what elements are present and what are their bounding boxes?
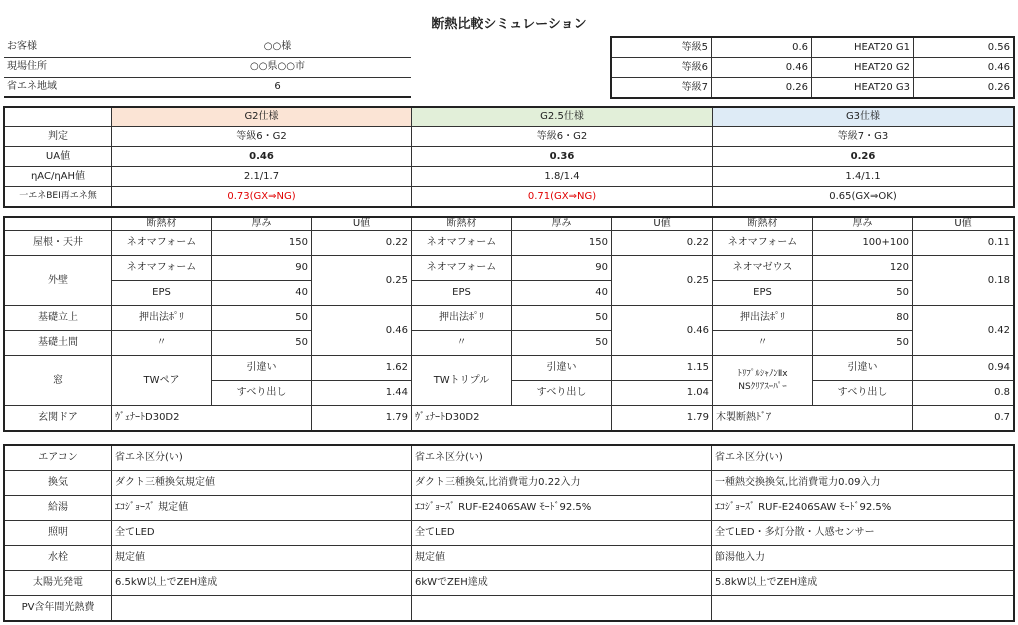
row-label-judge: 判定 (5, 127, 112, 147)
door-model: ｳﾞｪﾅｰﾄD30D2 (412, 406, 612, 431)
foundation-thickness-2: 50 (813, 331, 913, 356)
foundation-u: 0.42 (913, 306, 1014, 356)
window-material: TWペア (112, 356, 212, 406)
window-casement-u: 1.44 (312, 381, 412, 406)
grade-value: 0.46 (712, 58, 812, 78)
wall-u: 0.18 (913, 256, 1014, 306)
bei-g3: 0.65(GX⇒OK) (713, 187, 1014, 207)
region-value: 6 (144, 77, 411, 97)
roof-thickness: 150 (212, 231, 312, 256)
row-label-door: 玄関ドア (5, 406, 112, 431)
col-material: 断熱材 (713, 218, 813, 231)
wall-thickness-1: 120 (813, 256, 913, 281)
window-material-line1: ﾄﾘﾌﾟﾙｼｬﾉﾝⅡx (737, 368, 788, 379)
wall-material-2: EPS (112, 281, 212, 306)
grade-value: 0.26 (712, 78, 812, 98)
col-thickness: 厚み (512, 218, 612, 231)
roof-u: 0.11 (913, 231, 1014, 256)
header-g3: G3仕様 (713, 108, 1014, 127)
lighting-g2: 全てLED (112, 521, 412, 546)
ventilation-g2: ダクト三種換気規定値 (112, 471, 412, 496)
row-label-eta: ηAC/ηAH値 (5, 167, 112, 187)
window-sliding-u: 1.62 (312, 356, 412, 381)
header-g2: G2仕様 (112, 108, 412, 127)
header-g25: G2.5仕様 (412, 108, 713, 127)
faucet-g25: 規定値 (412, 546, 712, 571)
energy-cost-g3 (712, 596, 1014, 621)
foundation-thickness-2: 50 (212, 331, 312, 356)
col-material: 断熱材 (412, 218, 512, 231)
ua-g25: 0.36 (412, 147, 713, 167)
judge-g25: 等級6・G2 (412, 127, 713, 147)
eta-g2: 2.1/1.7 (112, 167, 412, 187)
region-label: 省エネ地域 (4, 77, 144, 97)
foundation-thickness-1: 50 (512, 306, 612, 331)
wall-thickness-1: 90 (212, 256, 312, 281)
faucet-g3: 節湯他入力 (712, 546, 1014, 571)
col-u: U値 (612, 218, 713, 231)
customer-value: ○○様 (144, 37, 411, 57)
door-u: 1.79 (312, 406, 412, 431)
energy-cost-g2 (112, 596, 412, 621)
roof-u: 0.22 (612, 231, 713, 256)
wall-thickness-2: 40 (512, 281, 612, 306)
solar-g3: 5.8kW以上でZEH達成 (712, 571, 1014, 596)
foundation-u: 0.46 (312, 306, 412, 356)
page-title: 断熱比較シミュレーション (431, 17, 587, 32)
window-sliding-u: 1.15 (612, 356, 713, 381)
wall-u: 0.25 (612, 256, 713, 306)
heat20-value: 0.26 (914, 78, 1014, 98)
window-sliding: 引違い (813, 356, 913, 381)
heat20-label: HEAT20 G1 (812, 38, 914, 58)
solar-g25: 6kWでZEH達成 (412, 571, 712, 596)
wall-material-1: ネオマフォーム (112, 256, 212, 281)
energy-cost-g25 (412, 596, 712, 621)
col-material: 断熱材 (112, 218, 212, 231)
roof-material: ネオマフォーム (412, 231, 512, 256)
judge-g2: 等級6・G2 (112, 127, 412, 147)
row-label-solar: 太陽光発電 (5, 571, 112, 596)
aircon-g3: 省エネ区分(い) (712, 446, 1014, 471)
grade-reference (611, 37, 1014, 98)
equipment-table (4, 445, 1014, 621)
row-label-aircon: エアコン (5, 446, 112, 471)
row-label-faucet: 水栓 (5, 546, 112, 571)
heat20-value: 0.56 (914, 38, 1014, 58)
ventilation-g3: 一種熱交換換気,比消費電力0.09入力 (712, 471, 1014, 496)
row-label-ventilation: 換気 (5, 471, 112, 496)
foundation-thickness-1: 50 (212, 306, 312, 331)
hotwater-g2: ｴｺｼﾞｮｰｽﾞ 規定値 (112, 496, 412, 521)
eta-g25: 1.8/1.4 (412, 167, 713, 187)
row-label-bei: 一エネBEI再エネ無 (5, 187, 112, 207)
window-casement-u: 0.8 (913, 381, 1014, 406)
row-label-roof: 屋根・天井 (5, 231, 112, 256)
grade-value: 0.6 (712, 38, 812, 58)
foundation-thickness-1: 80 (813, 306, 913, 331)
roof-thickness: 150 (512, 231, 612, 256)
grade-label: 等級5 (612, 38, 712, 58)
wall-thickness-1: 90 (512, 256, 612, 281)
spec-table (4, 107, 1014, 207)
window-casement: すべり出し (813, 381, 913, 406)
wall-thickness-2: 50 (813, 281, 913, 306)
wall-u: 0.25 (312, 256, 412, 306)
lighting-g3: 全てLED・多灯分散・人感センサー (712, 521, 1014, 546)
row-label-window: 窓 (5, 356, 112, 406)
wall-material-2: EPS (713, 281, 813, 306)
address-value: ○○県○○市 (144, 57, 411, 77)
window-material: TWトリプル (412, 356, 512, 406)
heat20-label: HEAT20 G2 (812, 58, 914, 78)
foundation-material-1: 押出法ﾎﾟﾘ (713, 306, 813, 331)
ua-g2: 0.46 (112, 147, 412, 167)
row-label-hotwater: 給湯 (5, 496, 112, 521)
wall-material-1: ネオマフォーム (412, 256, 512, 281)
address-label: 現場住所 (4, 57, 144, 77)
ventilation-g25: ダクト三種換気,比消費電力0.22入力 (412, 471, 712, 496)
customer-label: お客様 (4, 37, 144, 57)
window-sliding: 引違い (212, 356, 312, 381)
foundation-material-2: 〃 (713, 331, 813, 356)
window-casement-u: 1.04 (612, 381, 713, 406)
row-label-wall: 外壁 (5, 256, 112, 306)
foundation-material-1: 押出法ﾎﾟﾘ (112, 306, 212, 331)
hotwater-g3: ｴｺｼﾞｮｰｽﾞ RUF-E2406SAW ﾓｰﾄﾞ92.5% (712, 496, 1014, 521)
row-label-foundation-slab: 基礎土間 (5, 331, 112, 356)
col-thickness: 厚み (813, 218, 913, 231)
door-u: 0.7 (913, 406, 1014, 431)
grade-label: 等級6 (612, 58, 712, 78)
foundation-u: 0.46 (612, 306, 713, 356)
ua-g3: 0.26 (713, 147, 1014, 167)
door-model: ｳﾞｪﾅｰﾄD30D2 (112, 406, 312, 431)
foundation-thickness-2: 50 (512, 331, 612, 356)
door-u: 1.79 (612, 406, 713, 431)
roof-u: 0.22 (312, 231, 412, 256)
heat20-label: HEAT20 G3 (812, 78, 914, 98)
roof-material: ネオマフォーム (713, 231, 813, 256)
window-casement: すべり出し (212, 381, 312, 406)
window-casement: すべり出し (512, 381, 612, 406)
spec-header-blank (5, 108, 112, 127)
roof-material: ネオマフォーム (112, 231, 212, 256)
window-sliding-u: 0.94 (913, 356, 1014, 381)
insulation-table (4, 217, 1014, 431)
customer-info (4, 37, 411, 98)
col-thickness: 厚み (212, 218, 312, 231)
row-label-energy-cost: PV含年間光熱費 (5, 596, 112, 621)
solar-g2: 6.5kW以上でZEH達成 (112, 571, 412, 596)
col-u: U値 (312, 218, 412, 231)
eta-g3: 1.4/1.1 (713, 167, 1014, 187)
judge-g3: 等級7・G3 (713, 127, 1014, 147)
window-material (713, 356, 813, 406)
aircon-g2: 省エネ区分(い) (112, 446, 412, 471)
bei-g25: 0.71(GX⇒NG) (412, 187, 713, 207)
aircon-g25: 省エネ区分(い) (412, 446, 712, 471)
wall-material-2: EPS (412, 281, 512, 306)
hotwater-g25: ｴｺｼﾞｮｰｽﾞ RUF-E2406SAW ﾓｰﾄﾞ92.5% (412, 496, 712, 521)
lighting-g25: 全てLED (412, 521, 712, 546)
foundation-material-2: 〃 (412, 331, 512, 356)
row-label-lighting: 照明 (5, 521, 112, 546)
bei-g2: 0.73(GX⇒NG) (112, 187, 412, 207)
roof-thickness: 100+100 (813, 231, 913, 256)
window-material-line2: NSｸﾘｱｽｰﾊﾟｰ (738, 381, 787, 392)
faucet-g2: 規定値 (112, 546, 412, 571)
wall-material-1: ネオマゼウス (713, 256, 813, 281)
door-model: 木製断熱ﾄﾞｱ (713, 406, 913, 431)
row-label-foundation-rise: 基礎立上 (5, 306, 112, 331)
heat20-value: 0.46 (914, 58, 1014, 78)
ins-header-blank (5, 218, 112, 231)
row-label-ua: UA値 (5, 147, 112, 167)
window-sliding: 引違い (512, 356, 612, 381)
foundation-material-1: 押出法ﾎﾟﾘ (412, 306, 512, 331)
wall-thickness-2: 40 (212, 281, 312, 306)
grade-label: 等級7 (612, 78, 712, 98)
foundation-material-2: 〃 (112, 331, 212, 356)
col-u: U値 (913, 218, 1014, 231)
